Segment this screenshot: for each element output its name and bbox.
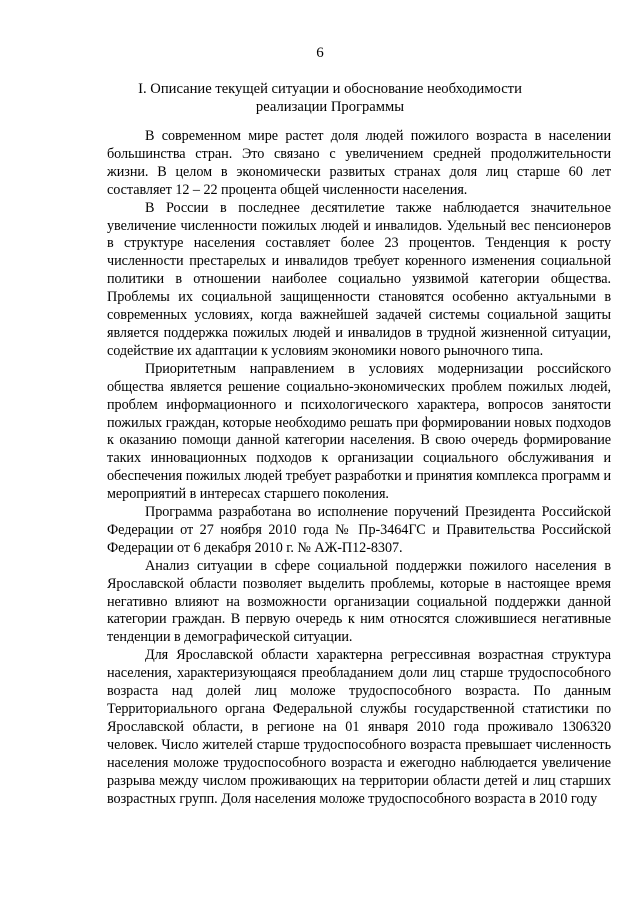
document-body <box>107 128 611 808</box>
paragraph: Приоритетным направлением в условиях модернизации российского общества является решение социально-экономических проблем пожилых людей, проблем информационного и психологического характера, вопросов занятости пожилых граждан, которые необходимо решать при формировании новых подходов к оказанию помощи данной категории населения. В свою очередь формирование таких инновационных подходов к организации социального обслуживания и обеспечения пожилых людей требует разработки и принятия комплекса программ и мероприятий в интересах старшего поколения. <box>107 360 611 503</box>
paragraph: Для Ярославской области характерна регрессивная возрастная структура населения, характеризующаяся преобладанием доли лиц старше трудоспособного возраста над долей лиц моложе трудоспособного возраста. По данным Территориального органа Федеральной службы государственной статистики по Ярославской области, в регионе на 01 января 2010 года проживало 1306320 человек. Число жителей старше трудоспособного возраста превышает численность населения моложе трудоспособного возраста и ежегодно наблюдается увеличение разрыва между числом проживающих на территории области детей и лиц старших возрастных групп. Доля населения моложе трудоспособного возраста в 2010 году <box>107 647 611 807</box>
paragraph: В современном мире растет доля людей пожилого возраста в населении большинства стран. Это связано с увеличением средней продолжительности жизни. В целом в экономически развитых странах доля лиц старше 60 лет составляет 12 – 22 процента общей численности населения. <box>107 128 611 198</box>
paragraph: Программа разработана во исполнение поручений Президента Российской Федерации от 27 ноября 2010 года № Пр-3464ГС и Правительства Российской Федерации от 6 декабря 2010 г. № АЖ-П12-8307. <box>107 504 611 556</box>
page-number: 6 <box>316 45 324 61</box>
paragraph: В России в последнее десятилетие также наблюдается значительное увеличение численности пожилых людей и инвалидов. Удельный вес пенсионеров в структуре населения составляет более 23 процентов. Тенденция к росту численности престарелых и инвалидов требует коренного изменения социальной политики в отношении наиболее социально уязвимой категории общества. Проблемы их социальной защищенности становятся особенно актуальными в современных условиях, когда важнейшей задачей системы социальной защиты является поддержка пожилых людей и инвалидов в трудной жизненной ситуации, содействие их адаптации к условиям экономики нового рыночного типа. <box>107 199 611 359</box>
paragraph: Анализ ситуации в сфере социальной поддержки пожилого населения в Ярославской области позволяет выделить проблемы, которые в настоящее время негативно влияют на возможности организации социальной поддержки данной категории граждан. В первую очередь к ним относятся сложившиеся негативные тенденции в демографической ситуации. <box>107 557 611 646</box>
section-title: I. Описание текущей ситуации и обоснование необходимости реализации Программы <box>138 81 522 115</box>
